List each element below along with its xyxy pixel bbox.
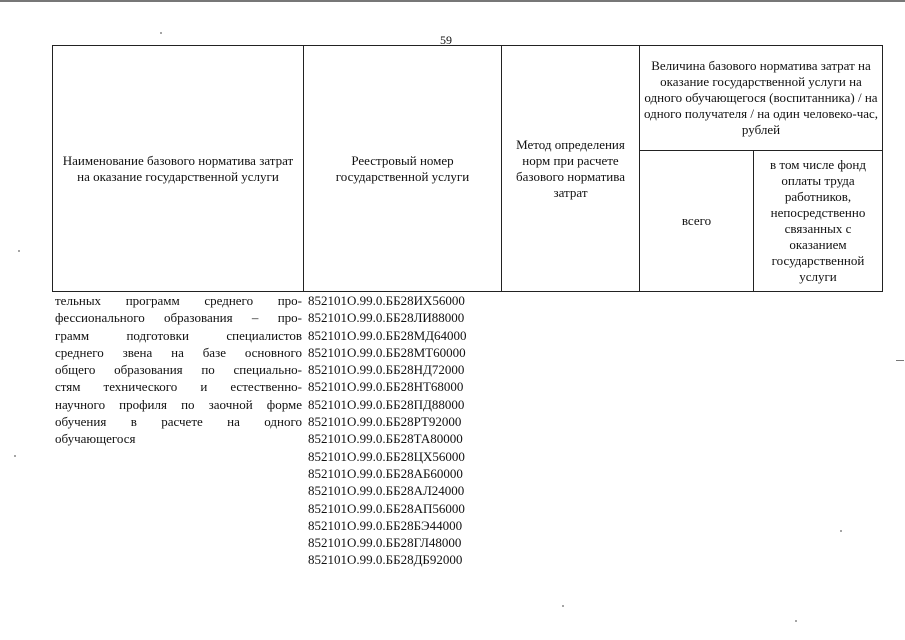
description-line: обучения в расчете на одного	[55, 414, 302, 430]
registry-code: 852101О.99.0.ББ28ГЛ48000	[308, 535, 462, 551]
registry-code: 852101О.99.0.ББ28МТ60000	[308, 344, 466, 360]
header-norm-value: Величина базового норматива затрат на оказание государственной услуги на одного обучающегося (воспитанника) / на одного получателя / на один человеко-час, рублей	[640, 46, 883, 151]
scan-mark	[896, 360, 904, 361]
registry-code: 852101О.99.0.ББ28РТ92000	[308, 414, 462, 430]
service-description	[55, 292, 302, 448]
scan-speck	[18, 250, 20, 252]
description-line: грамм подготовки специалистов	[55, 327, 302, 343]
description-line: общего образования по специально-	[55, 362, 302, 378]
registry-code: 852101О.99.0.ББ28НД72000	[308, 362, 465, 378]
registry-code: 852101О.99.0.ББ28ТА80000	[308, 431, 463, 447]
header-norm-name: Наименование базового норматива затрат на оказание государственной услуги	[53, 46, 304, 292]
registry-code: 852101О.99.0.ББ28ЛИ88000	[308, 310, 465, 326]
description-line: фессионального образования – про-	[55, 310, 302, 326]
registry-code: 852101О.99.0.ББ28ИХ56000	[308, 293, 465, 308]
registry-code: 852101О.99.0.ББ28АП56000	[308, 500, 465, 516]
registry-code: 852101О.99.0.ББ28ДБ92000	[308, 552, 463, 568]
scan-speck	[840, 530, 842, 532]
top-rule	[0, 0, 905, 2]
header-payroll: в том числе фонд оплаты труда работников, непосредственно связанных с оказанием государственной услуги	[754, 151, 883, 292]
description-line: обучающегося	[55, 431, 136, 447]
page-number: 59	[440, 33, 452, 47]
scan-speck	[14, 455, 16, 457]
header-total: всего	[640, 151, 754, 292]
registry-code: 852101О.99.0.ББ28ЦХ56000	[308, 448, 465, 464]
description-line: тельных программ среднего про-	[55, 293, 302, 308]
registry-code: 852101О.99.0.ББ28АЛ24000	[308, 483, 465, 499]
scan-speck	[795, 620, 797, 622]
scan-speck	[562, 605, 564, 607]
registry-codes-list	[308, 292, 467, 569]
registry-code: 852101О.99.0.ББ28АБ60000	[308, 465, 463, 481]
norms-table-header	[52, 45, 883, 292]
description-line: стям технического и естественно-	[55, 379, 302, 395]
header-registry-number: Реестровый номер государственной услуги	[304, 46, 502, 292]
description-line: среднего звена на базе основного	[55, 344, 302, 360]
registry-code: 852101О.99.0.ББ28ПД88000	[308, 396, 465, 412]
scan-speck	[160, 32, 162, 34]
registry-code: 852101О.99.0.ББ28МД64000	[308, 327, 467, 343]
registry-code: 852101О.99.0.ББ28НТ68000	[308, 379, 464, 395]
header-method: Метод определения норм при расчете базового норматива затрат	[502, 46, 640, 292]
registry-code: 852101О.99.0.ББ28БЭ44000	[308, 517, 463, 533]
description-line: научного профиля по заочной форме	[55, 396, 302, 412]
